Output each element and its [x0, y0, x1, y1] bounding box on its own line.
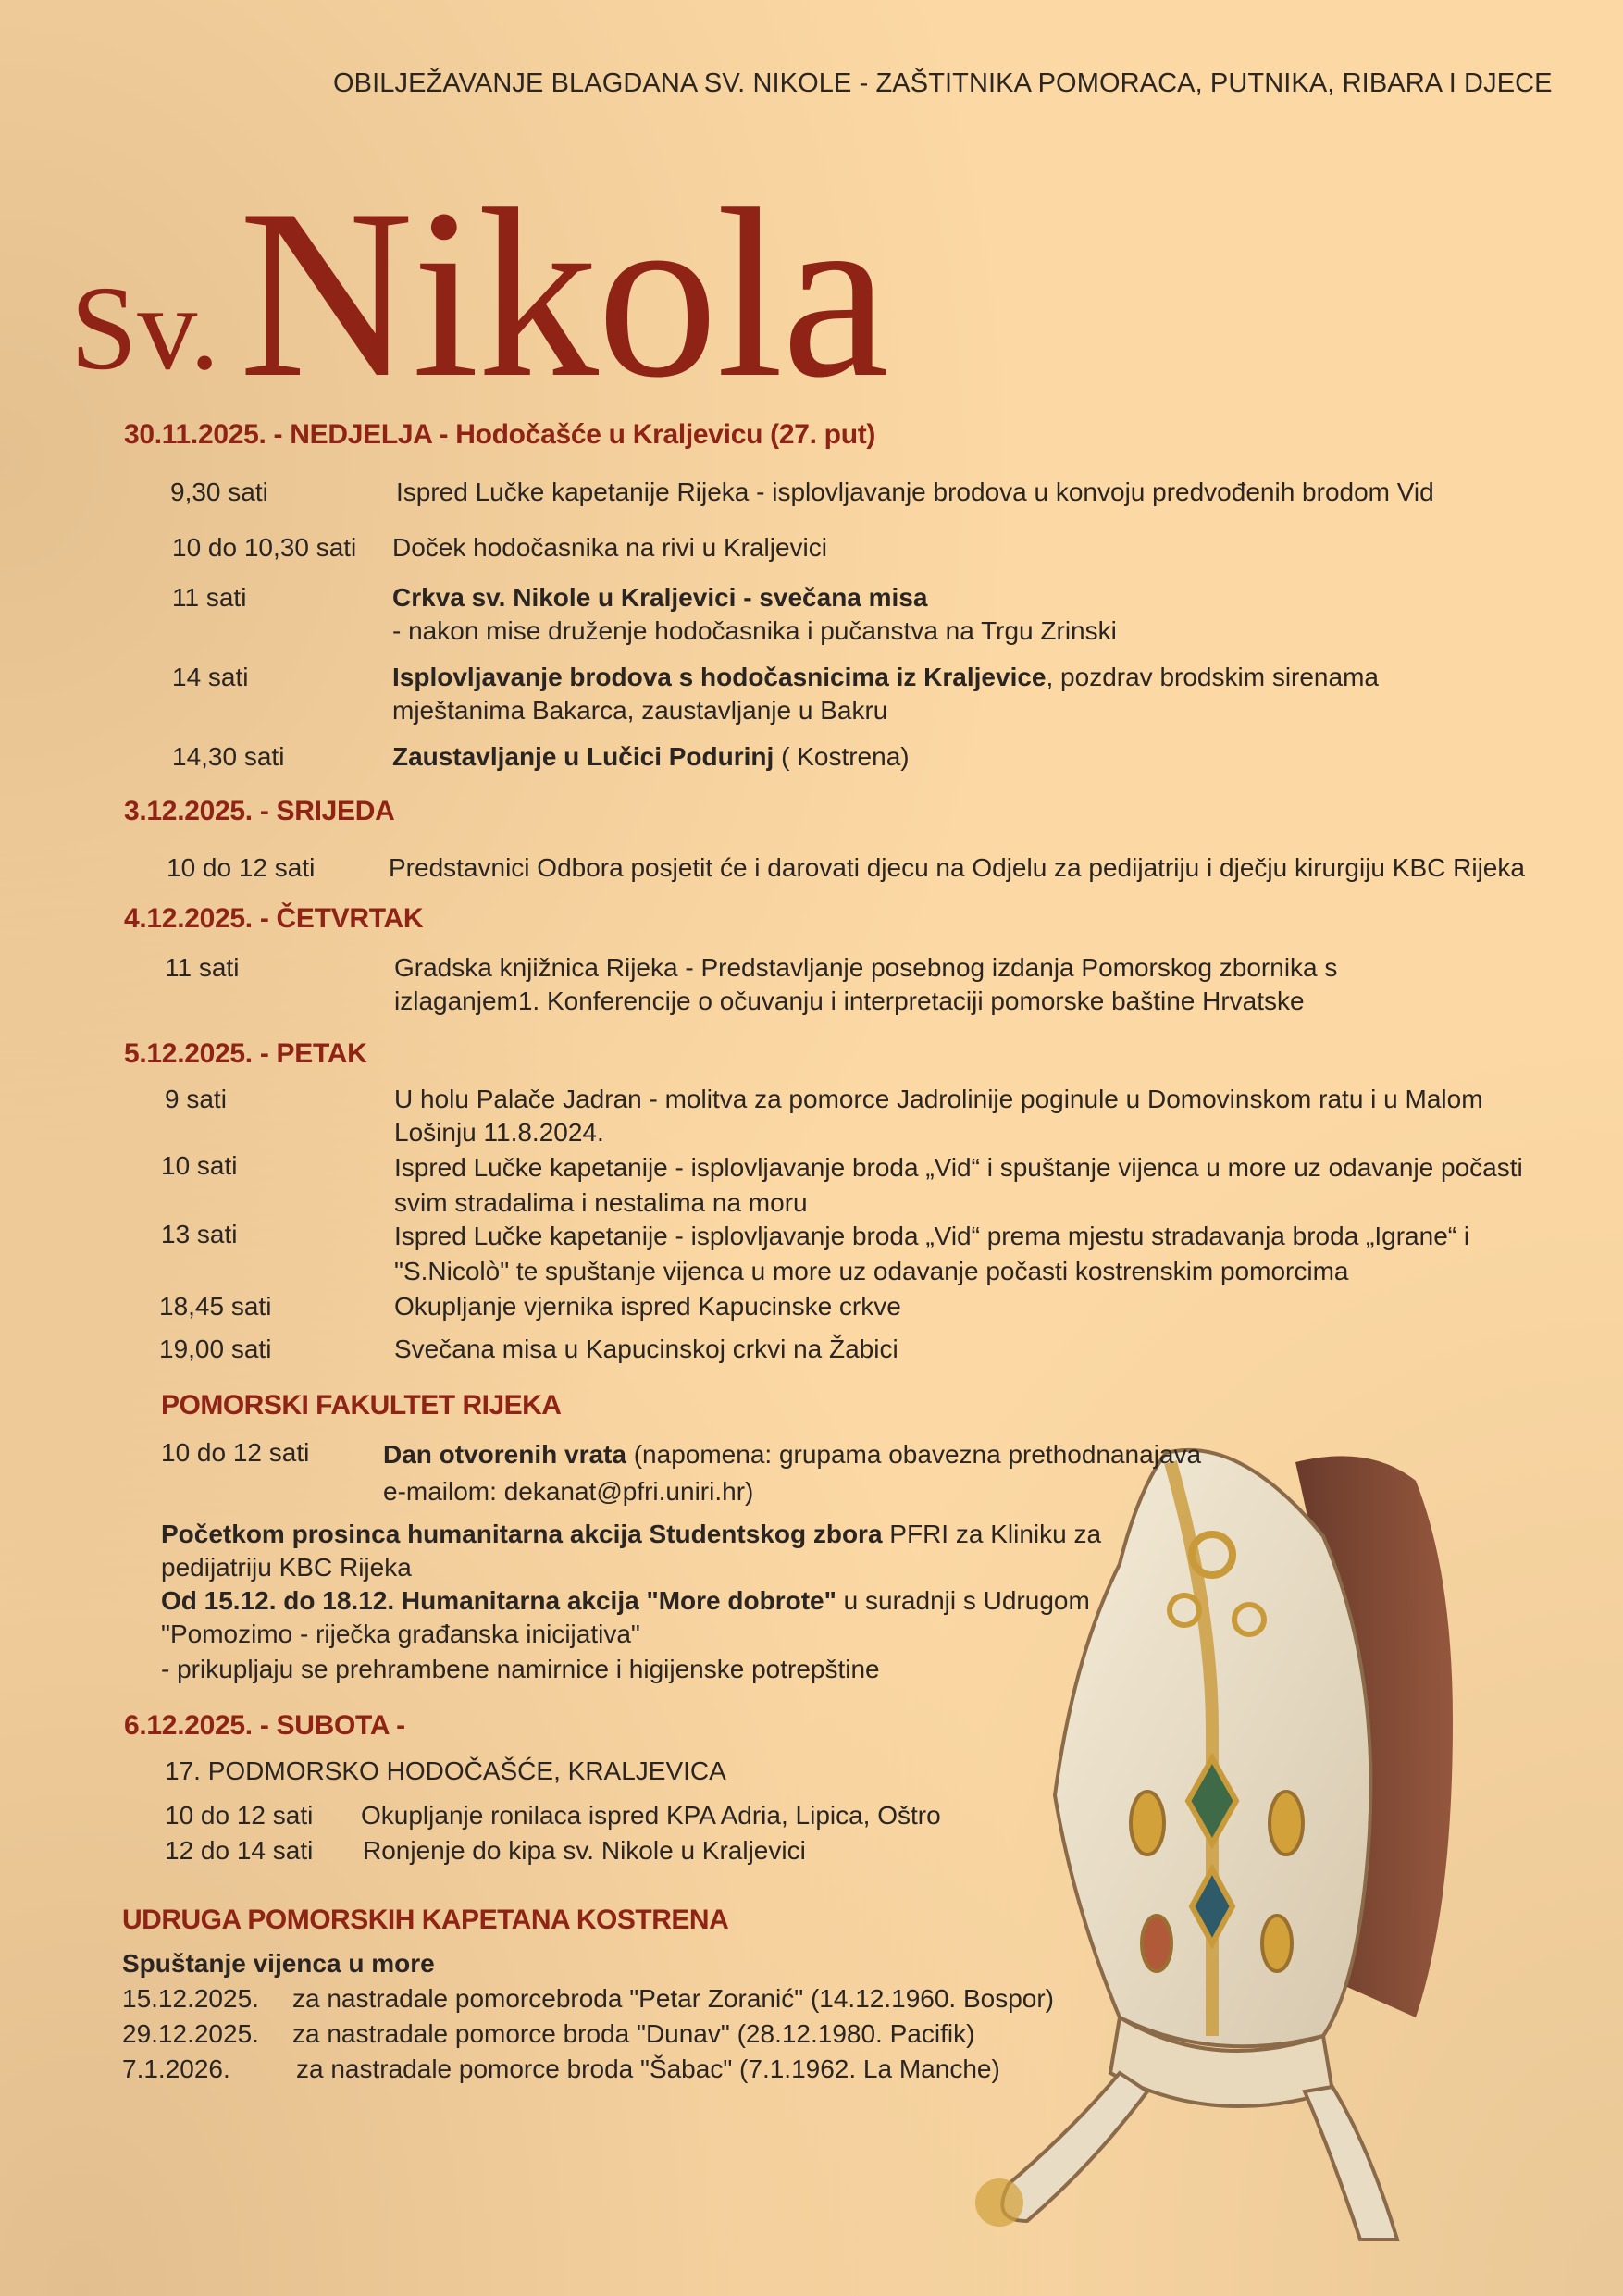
email-line: e-mailom: dekanat@pfri.uniri.hr) [383, 1477, 754, 1506]
event-time: 10 do 12 sati [167, 853, 316, 882]
event-time: 10 sati [161, 1151, 238, 1180]
event-time: 14,30 sati [172, 742, 285, 771]
faculty-paragraph: pedijatriju KBC Rijeka [161, 1553, 412, 1582]
section-subheading: Spuštanje vijenca u more [122, 1949, 435, 1978]
event-text: Ispred Lučke kapetanije Rijeka - isplovljavanje brodova u konvoju predvođenih brodom Vid [396, 478, 1434, 506]
bishop-mitre-icon [935, 1425, 1582, 2258]
section-heading: UDRUGA POMORSKIH KAPETANA KOSTRENA [122, 1905, 729, 1935]
event-time: 10 do 12 sati [161, 1438, 310, 1467]
wreath-text: za nastradale pomorce broda "Dunav" (28.12.1980. Pacifik) [292, 2019, 975, 2048]
event-text-rest: ( Kostrena) [774, 742, 910, 771]
event-time: 9,30 sati [170, 478, 268, 506]
event-text: izlaganjem1. Konferencije o očuvanju i interpretaciji pomorske baštine Hrvatske [394, 987, 1305, 1015]
event-time: 19,00 sati [159, 1334, 272, 1363]
event-text: Lošinju 11.8.2024. [394, 1118, 604, 1147]
wreath-text: za nastradale pomorcebroda "Petar Zoranić" (14.12.1960. Bospor) [292, 1984, 1055, 2013]
event-text: mještanima Bakarca, zaustavljanje u Bakru [392, 696, 888, 725]
event-text: Gradska knjižnica Rijeka - Predstavljanje posebnog izdanja Pomorskog zbornika s [394, 953, 1338, 982]
event-time: 12 do 14 sati [165, 1836, 314, 1865]
event-time: 18,45 sati [159, 1292, 272, 1321]
faculty-paragraph: "Pomozimo - riječka građanska inicijativa" [161, 1620, 640, 1648]
wreath-date: 29.12.2025. [122, 2019, 259, 2048]
event-time: 10 do 10,30 sati [172, 533, 357, 562]
event-text: Doček hodočasnika na rivi u Kraljevici [392, 533, 827, 562]
day-heading: 4.12.2025. - ČETVRTAK [124, 903, 424, 934]
event-time: 11 sati [165, 953, 240, 982]
event-text: Svečana misa u Kapucinskoj crkvi na Žabici [394, 1334, 898, 1363]
wreath-date: 15.12.2025. [122, 1984, 259, 2013]
event-text: Ispred Lučke kapetanije - isplovljavanje broda „Vid“ i spuštanje vijenca u more uz odavanje počasti [394, 1153, 1523, 1182]
event-text: svim stradalima i nestalima na moru [394, 1188, 808, 1217]
title-prefix: Sv. [70, 262, 220, 395]
event-time: 9 sati [165, 1085, 227, 1113]
event-text: Okupljanje ronilaca ispred KPA Adria, Lipica, Oštro [361, 1801, 941, 1830]
wreath-text: za nastradale pomorce broda "Šabac" (7.1.1962. La Manche) [296, 2054, 1000, 2083]
event-text-bold: Dan otvorenih vrata [383, 1440, 626, 1469]
event-text-bold: Zaustavljanje u Lučici Podurinj [392, 742, 774, 771]
section-heading: POMORSKI FAKULTET RIJEKA [161, 1390, 562, 1421]
event-text [392, 663, 1379, 692]
event-text-bold: Crkva sv. Nikole u Kraljevici - svečana misa [392, 583, 928, 612]
day-heading: 3.12.2025. - SRIJEDA [124, 796, 395, 826]
faculty-paragraph [161, 1586, 1090, 1616]
event-text: U holu Palače Jadran - molitva za pomorce Jadrolinije poginule u Domovinskom ratu i u Malom [394, 1085, 1483, 1113]
event-text: "S.Nicolò" te spuštanje vijenca u more uz odavanje počasti kostrenskim pomorcima [394, 1257, 1349, 1285]
wreath-date: 7.1.2026. [122, 2054, 230, 2083]
day-heading: 5.12.2025. - PETAK [124, 1038, 367, 1069]
event-text: Ispred Lučke kapetanije - isplovljavanje broda „Vid“ prema mjestu stradavanja broda „Igrane“ i [394, 1222, 1470, 1250]
event-text-rest: u suradnji s Udrugom [836, 1586, 1090, 1615]
event-text-bold: Početkom prosinca humanitarna akcija Studentskog zbora [161, 1520, 883, 1548]
event-time: 13 sati [161, 1220, 238, 1248]
event-text: Predstavnici Odbora posjetit će i darovati djecu na Odjelu za pedijatriju i dječju kirurgiju KBC Rijeka [389, 853, 1525, 882]
event-text-rest: PFRI za Kliniku za [882, 1520, 1102, 1548]
day-heading: 6.12.2025. - SUBOTA - [124, 1710, 405, 1741]
event-time: 14 sati [172, 663, 249, 691]
poster-header: OBILJEŽAVANJE BLAGDANA SV. NIKOLE - ZAŠTITNIKA POMORACA, PUTNIKA, RIBARA I DJECE [333, 68, 1553, 98]
page-title: Nikola [239, 159, 888, 428]
event-text [383, 1440, 1201, 1470]
faculty-paragraph [161, 1520, 1101, 1549]
event-text: Ronjenje do kipa sv. Nikole u Kraljevici [363, 1836, 806, 1865]
faculty-paragraph: - prikupljaju se prehrambene namirnice i higijenske potrepštine [161, 1655, 880, 1683]
event-time: 10 do 12 sati [165, 1801, 314, 1830]
event-text: Okupljanje vjernika ispred Kapucinske crkve [394, 1292, 901, 1321]
event-text-rest: (napomena: grupama obavezna prethodnanajava [626, 1440, 1202, 1469]
event-text [392, 742, 910, 772]
event-text: - nakon mise druženje hodočasnika i pučanstva na Trgu Zrinski [392, 616, 1117, 645]
event-text-rest: , pozdrav brodskim sirenama [1046, 663, 1379, 691]
day-heading: 30.11.2025. - NEDJELJA - Hodočašće u Kraljevicu (27. put) [124, 419, 876, 450]
event-time: 11 sati [172, 583, 247, 612]
event-subheading: 17. PODMORSKO HODOČAŠĆE, KRALJEVICA [165, 1756, 726, 1785]
event-text-bold: Od 15.12. do 18.12. Humanitarna akcija "More dobrote" [161, 1586, 836, 1615]
event-text-bold: Isplovljavanje brodova s hodočasnicima iz Kraljevice [392, 663, 1047, 691]
